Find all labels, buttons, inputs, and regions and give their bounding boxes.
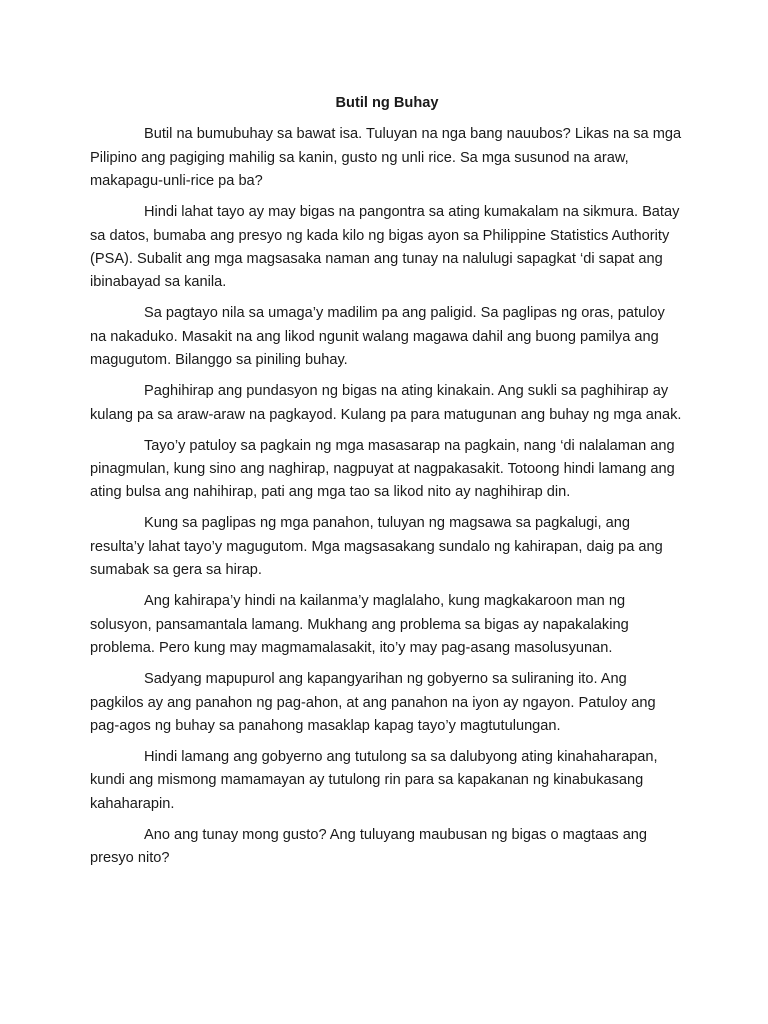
paragraph-2: Hindi lahat tayo ay may bigas na pangontra sa ating kumakalam na sikmura. Batay sa datos, bumaba ang presyo ng kada kilo ng bigas ayon sa Philippine Statistics Authority (PSA). Subalit ang mga magsasaka naman ang tunay na nalulugi sapagkat ‘di sapat ang ibinabayad sa kanila. <box>90 204 680 291</box>
paragraph-6: Kung sa paglipas ng mga panahon, tuluyan ng magsawa sa pagkalugi, ang resulta’y lahat tayo’y magugutom. Mga magsasakang sundalo ng kahirapan, daig pa ang sumabak sa gera sa hirap. <box>90 515 663 579</box>
paragraph-5: Tayo’y patuloy sa pagkain ng mga masasarap na pagkain, nang ‘di nalalaman ang pinagmulan, kung sino ang naghirap, nagpuyat at nagpakasakit. Totoong hindi lamang ang ating bulsa ang nahihirap, pati ang mga tao sa likod nito ay naghihirap din. <box>90 437 675 501</box>
paragraph-3: Sa pagtayo nila sa umaga’y madilim pa ang paligid. Sa paglipas ng oras, patuloy na nakaduko. Masakit na ang likod ngunit walang magawa dahil ang buong pamilya ang magugutom. Bilanggo sa piniling buhay. <box>90 305 665 369</box>
paragraph-10: Ano ang tunay mong gusto? Ang tuluyang maubusan ng bigas o magtaas ang presyo nito? <box>90 826 648 867</box>
document-title: Butil ng Buhay <box>335 95 439 111</box>
paragraph-4: Paghihirap ang pundasyon ng bigas na ating kinakain. Ang sukli sa paghihirap ay kulang pa sa araw-araw na pagkayod. Kulang pa para matugunan ang buhay ng mga anak. <box>90 383 682 423</box>
document-body <box>90 92 684 878</box>
paragraph-7: Ang kahirapa’y hindi na kailanma’y maglalaho, kung magkakaroon man ng solusyon, pansamantala lamang. Mukhang ang problema sa bigas ay napakalaking problema. Pero kung may magmamalasakit, ito’y may pag-asang masolusyunan. <box>90 593 629 657</box>
paragraph-1: Butil na bumubuhay sa bawat isa. Tuluyan na nga bang nauubos? Likas na sa mga Pilipino ang pagiging mahilig sa kanin, gusto ng unli rice. Sa mga susunod na araw, makapagu-unli-rice pa ba? <box>90 126 682 190</box>
paragraph-9: Hindi lamang ang gobyerno ang tutulong sa sa dalubyong ating kinahaharapan, kundi ang mismong mamamayan ay tutulong rin para sa kapakanan ng kinabukasang kahaharapin. <box>90 748 658 812</box>
paragraph-8: Sadyang mapupurol ang kapangyarihan ng gobyerno sa suliraning ito. Ang pagkilos ay ang panahon ng pag-ahon, at ang panahon na iyon ay ngayon. Patuloy ang pag-agos ng buhay sa panahong masaklap kapag tayo’y magtutulungan. <box>90 671 656 734</box>
